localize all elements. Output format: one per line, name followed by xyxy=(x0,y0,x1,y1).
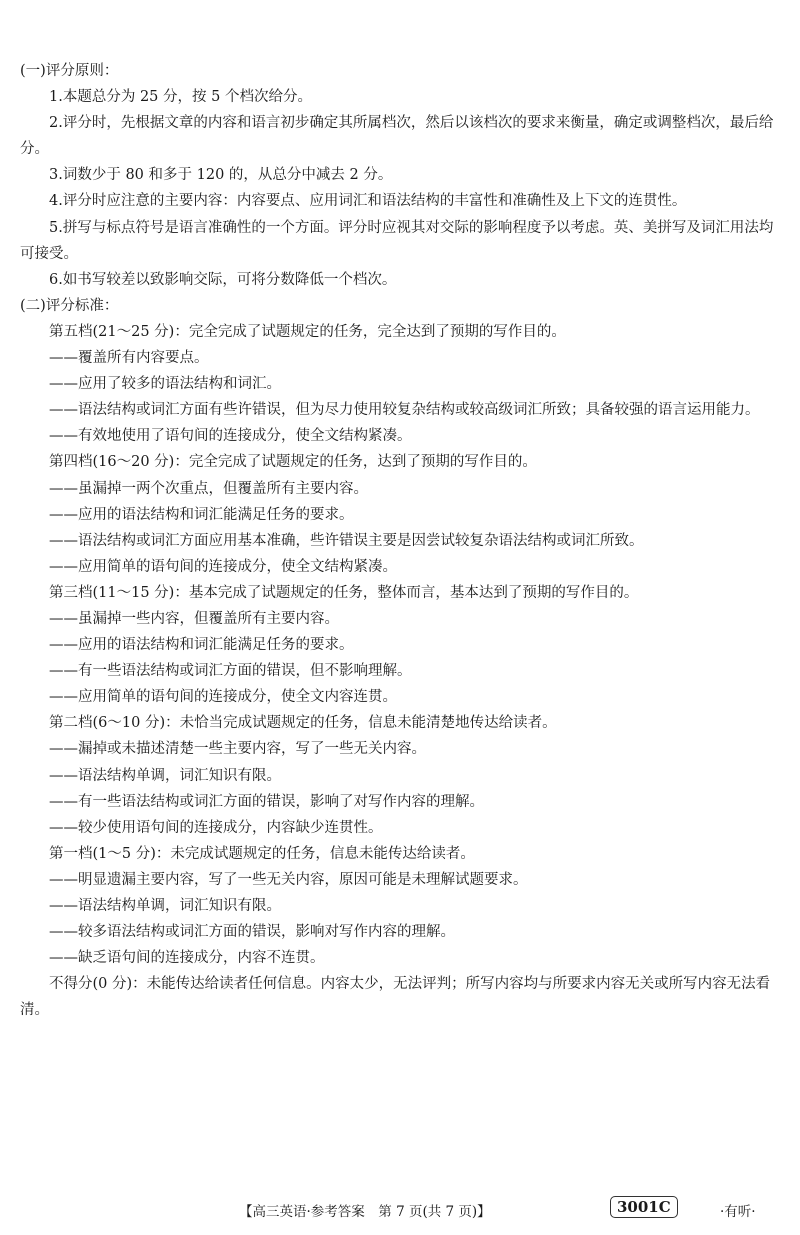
paragraph: 第一档(1～5 分)：未完成试题规定的任务，信息未能传达给读者。 xyxy=(49,845,475,862)
paragraph: ——漏掉或未描述清楚一些主要内容，写了一些无关内容。 xyxy=(49,741,426,758)
paragraph: ——缺乏语句间的连接成分，内容不连贯。 xyxy=(49,950,325,967)
paragraph: ——较少使用语句间的连接成分，内容缺少连贯性。 xyxy=(49,819,383,836)
footer-brand: ·有听· xyxy=(720,1204,756,1220)
section-heading: (一)评分原则： xyxy=(20,63,119,79)
paragraph: ——应用简单的语句间的连接成分，使全文结构紧凑。 xyxy=(49,558,397,575)
paragraph: 第三档(11～15 分)：基本完成了试题规定的任务，整体而言，基本达到了预期的写作目的。 xyxy=(49,584,639,601)
section-heading: (二)评分标准： xyxy=(20,297,119,314)
paragraph: ——较多语法结构或词汇方面的错误，影响对写作内容的理解。 xyxy=(49,924,455,941)
paragraph: ——有一些语法结构或词汇方面的错误，但不影响理解。 xyxy=(49,663,412,680)
paragraph: ——覆盖所有内容要点。 xyxy=(49,350,209,367)
paragraph: ——有效地使用了语句间的连接成分，使全文结构紧凑。 xyxy=(49,428,412,445)
page-footer xyxy=(0,1196,800,1224)
footer-page-info: 【高三英语·参考答案 第 7 页(共 7 页)】 xyxy=(239,1204,491,1220)
paragraph: 第五档(21～25 分)：完全完成了试题规定的任务，完全达到了预期的写作目的。 xyxy=(49,323,566,340)
paragraph: ——有一些语法结构或词汇方面的错误，影响了对写作内容的理解。 xyxy=(49,793,484,810)
paragraph: 5.拼写与标点符号是语言准确性的一个方面。评分时应视其对交际的影响程度予以考虑。英、美拼写及词汇用法均可接受。 xyxy=(20,219,774,262)
paragraph: ——语法结构单调，词汇知识有限。 xyxy=(49,898,281,914)
paragraph: ——语法结构单调，词汇知识有限。 xyxy=(49,767,281,784)
footer-exam-code: 3001C xyxy=(610,1196,678,1218)
paragraph: 不得分(0 分)：未能传达给读者任何信息。内容太少，无法评判；所写内容均与所要求内容无关或所写内容无法看清。 xyxy=(20,976,771,1019)
paragraph: ——应用简单的语句间的连接成分，使全文内容连贯。 xyxy=(49,689,397,706)
paragraph: 6.如书写较差以致影响交际，可将分数降低一个档次。 xyxy=(49,271,397,288)
paragraph: ——语法结构或词汇方面应用基本准确，些许错误主要是因尝试较复杂语法结构或词汇所致。 xyxy=(49,532,644,549)
paragraph: 第四档(16～20 分)：完全完成了试题规定的任务，达到了预期的写作目的。 xyxy=(49,454,537,471)
paragraph: ——应用了较多的语法结构和词汇。 xyxy=(49,376,281,393)
paragraph: 2.评分时，先根据文章的内容和语言初步确定其所属档次，然后以该档次的要求来衡量，确定或调整档次，最后给分。 xyxy=(20,115,774,158)
paragraph: ——明显遗漏主要内容，写了一些无关内容，原因可能是未理解试题要求。 xyxy=(49,871,528,888)
paragraph: ——应用的语法结构和词汇能满足任务的要求。 xyxy=(49,506,354,523)
paragraph: 1.本题总分为 25 分，按 5 个档次给分。 xyxy=(49,89,312,106)
paragraph: ——虽漏掉一些内容，但覆盖所有主要内容。 xyxy=(49,610,339,627)
paragraph: ——语法结构或词汇方面有些许错误，但为尽力使用较复杂结构或较高级词汇所致；具备较强的语言运用能力。 xyxy=(49,402,760,419)
paragraph: 4.评分时应注意的主要内容：内容要点、应用词汇和语法结构的丰富性和准确性及上下文的连贯性。 xyxy=(49,193,687,210)
paragraph: 第二档(6～10 分)：未恰当完成试题规定的任务，信息未能清楚地传达给读者。 xyxy=(49,715,557,732)
paragraph: ——应用的语法结构和词汇能满足任务的要求。 xyxy=(49,637,354,654)
paragraph: 3.词数少于 80 和多于 120 的，从总分中减去 2 分。 xyxy=(49,167,393,184)
paragraph: ——虽漏掉一两个次重点，但覆盖所有主要内容。 xyxy=(49,480,368,497)
document-body xyxy=(20,58,780,1023)
